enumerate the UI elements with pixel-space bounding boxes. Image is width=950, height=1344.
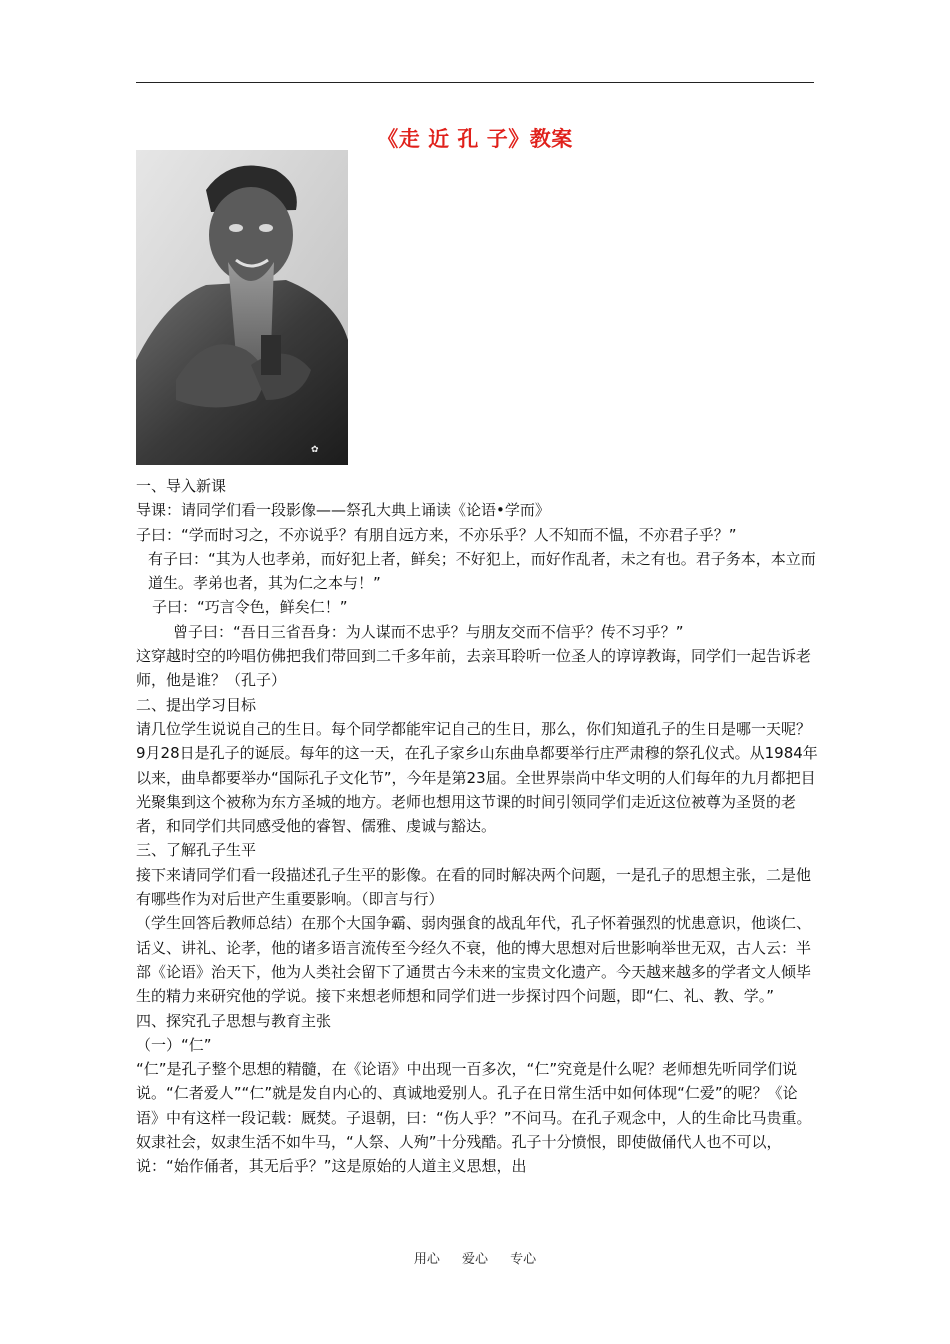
paragraph: 这穿越时空的吟唱仿佛把我们带回到二千多年前，去亲耳聆听一位圣人的谆谆教诲，同学们一起告诉老师，他是谁？（孔子） <box>136 647 812 690</box>
document-body <box>136 474 818 1179</box>
section-heading-2: 二、提出学习目标 <box>136 695 257 714</box>
paragraph: 请几位学生说说自己的生日。每个同学都能牢记自己的生日，那么，你们知道孔子的生日是哪一天呢？9月28日是孔子的诞辰。每年的这一天，在孔子家乡山东曲阜都要举行庄严肃穆的祭孔仪式。从1984年以来，曲阜都要举办“国际孔子文化节”，今年是第23届。全世界崇尚中华文明的人们每年的九月都把目光聚集到这个被称为东方圣城的地方。老师也想用这节课的时间引领同学们走近这位被尊为圣贤的老者，和同学们共同感受他的睿智、儒雅、虔诚与豁达。 <box>136 719 818 836</box>
paragraph: “仁”是孔子整个思想的精髓，在《论语》中出现一百多次，“仁”究竟是什么呢？老师想先听同学们说说。“仁者爱人”“仁”就是发自内心的、真诚地爱别人。孔子在日常生活中如何体现“仁爱”的呢？《论语》中有这样一段记载：厩焚。子退朝，曰：“伤人乎？”不问马。在孔子观念中，人的生命比马贵重。奴隶社会，奴隶生活不如牛马，“人祭、人殉”十分残酷。孔子十分愤恨，即使做俑代人也不可以，说：“始作俑者，其无后乎？”这是原始的人道主义思想，出 <box>136 1060 812 1176</box>
section-heading-1: 一、导入新课 <box>136 477 227 495</box>
page-footer: 用心 爱心 专心 <box>413 1252 537 1267</box>
quote-paragraph: 子曰：“巧言令色，鲜矣仁！” <box>152 598 348 617</box>
header-rule <box>136 82 814 83</box>
confucius-statue-photo <box>136 150 348 465</box>
quote-paragraph: 子曰：“学而时习之，不亦说乎？有朋自远方来，不亦乐乎？人不知而不愠，不亦君子乎？” <box>136 525 737 544</box>
quote-paragraph: 有子曰：“其为人也孝弟，而好犯上者，鲜矣；不好犯上，而好作乱者，未之有也。君子务本，本立而道生。孝弟也者，其为仁之本与！” <box>148 549 816 593</box>
section-heading-4: 四、探究孔子思想与教育主张 <box>136 1011 332 1030</box>
page-title: 《走 近 孔 子》教案 <box>377 126 573 151</box>
quote-paragraph: 曾子曰：“吾日三省吾身：为人谋而不忠乎？与朋友交而不信乎？传不习乎？” <box>173 622 684 641</box>
subsection-heading: （一）“仁” <box>136 1035 212 1054</box>
paragraph: 导课：请同学们看一段影像——祭孔大典上诵读《论语•学而》 <box>136 501 550 520</box>
paragraph: 接下来请同学们看一段描述孔子生平的影像。在看的同时解决两个问题，一是孔子的思想主张，二是他有哪些作为对后世产生重要影响。（即言与行） <box>136 865 812 909</box>
svg-text:✿: ✿ <box>311 445 319 455</box>
section-heading-3: 三、了解孔子生平 <box>136 841 257 860</box>
paragraph: （学生回答后教师总结）在那个大国争霸、弱肉强食的战乱年代，孔子怀着强烈的忧患意识，他谈仁、话义、讲礼、论孝，他的诸多语言流传至今经久不衰，他的博大思想对后世影响举世无双，古人云：半部《论语》治天下，他为人类社会留下了通贯古今未来的宝贵文化遗产。今天越来越多的学者文人倾毕生的精力来研究他的学说。接下来想老师想和同学们进一步探讨四个问题，即“仁、礼、教、学。” <box>136 914 812 1006</box>
